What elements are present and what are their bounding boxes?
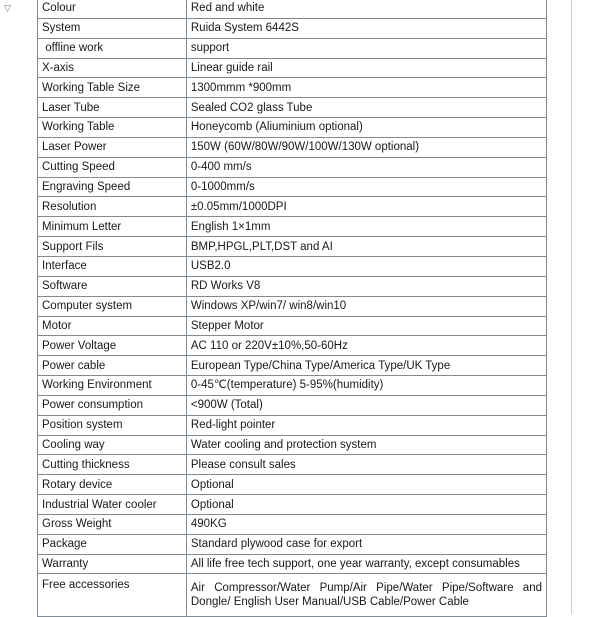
spec-row <box>38 534 547 554</box>
spec-value: Stepper Motor <box>186 316 546 336</box>
spec-label: Motor <box>38 316 187 336</box>
spec-label: Warranty <box>38 554 187 574</box>
spec-value: Optional <box>186 475 546 495</box>
spec-row <box>38 177 547 197</box>
spec-value: English 1×1mm <box>186 217 546 237</box>
spec-value: ±0.05mm/1000DPI <box>186 197 546 217</box>
spec-label: Rotary device <box>38 475 187 495</box>
spec-row <box>38 38 547 58</box>
spec-value: <900W (Total) <box>186 395 546 415</box>
spec-value: BMP,HPGL,PLT,DST and AI <box>186 237 546 257</box>
spec-row <box>38 217 547 237</box>
spec-label: Computer system <box>38 296 187 316</box>
spec-value: 1300mmm *900mm <box>186 78 546 98</box>
spec-value: Honeycomb (Aliuminium optional) <box>186 118 546 138</box>
spec-value: Linear guide rail <box>186 58 546 78</box>
spec-value: Windows XP/win7/ win8/win10 <box>186 296 546 316</box>
spec-label: Engraving Speed <box>38 177 187 197</box>
spec-label: Laser Tube <box>38 98 187 118</box>
spec-value: Sealed CO2 glass Tube <box>186 98 546 118</box>
spec-row <box>38 118 547 138</box>
spec-label: offline work <box>38 38 187 58</box>
spec-label: Package <box>38 534 187 554</box>
spec-row <box>38 18 547 38</box>
spec-row <box>38 78 547 98</box>
spec-row <box>38 455 547 475</box>
spec-label: Industrial Water cooler <box>38 495 187 515</box>
spec-row <box>38 157 547 177</box>
spec-row <box>38 0 547 18</box>
spec-row <box>38 98 547 118</box>
spec-label: Power Voltage <box>38 336 187 356</box>
spec-value: RD Works V8 <box>186 276 546 296</box>
spec-label: Cutting Speed <box>38 157 187 177</box>
spec-label: Working Table Size <box>38 78 187 98</box>
spec-value: Ruida System 6442S <box>186 18 546 38</box>
spec-value: Please consult sales <box>186 455 546 475</box>
spec-row <box>38 256 547 276</box>
spec-value: AC 110 or 220V±10%,50-60Hz <box>186 336 546 356</box>
spec-table-body <box>38 0 547 617</box>
spec-row <box>38 58 547 78</box>
spec-label: Gross Weight <box>38 514 187 534</box>
spec-value: USB2.0 <box>186 256 546 276</box>
spec-value: Standard plywood case for export <box>186 534 546 554</box>
spec-row <box>38 296 547 316</box>
spec-row <box>38 395 547 415</box>
spec-row <box>38 495 547 515</box>
spec-value: 490KG <box>186 514 546 534</box>
spec-label: Cooling way <box>38 435 187 455</box>
spec-label: Support Fils <box>38 237 187 257</box>
page-right-border <box>571 0 572 614</box>
spec-label: Power cable <box>38 356 187 376</box>
spec-value: 0-400 mm/s <box>186 157 546 177</box>
spec-row <box>38 316 547 336</box>
spec-label: Power consumption <box>38 395 187 415</box>
spec-label: Working Table <box>38 118 187 138</box>
spec-value: 150W (60W/80W/90W/100W/130W optional) <box>186 137 546 157</box>
spec-value: Air Compressor/Water Pump/Air Pipe/Water Pipe/Software and Dongle/ English User Manual/USB Cable/Power Cable <box>186 574 546 617</box>
spec-label: Software <box>38 276 187 296</box>
spec-label: Cutting thickness <box>38 455 187 475</box>
spec-label: Colour <box>38 0 187 18</box>
spec-label: Laser Power <box>38 137 187 157</box>
spec-value: support <box>186 38 546 58</box>
spec-row <box>38 276 547 296</box>
spec-label: Minimum Letter <box>38 217 187 237</box>
spec-value: Water cooling and protection system <box>186 435 546 455</box>
spec-value: European Type/China Type/America Type/UK Type <box>186 356 546 376</box>
spec-value: Optional <box>186 495 546 515</box>
spec-row <box>38 435 547 455</box>
spec-value: 0-1000mm/s <box>186 177 546 197</box>
spec-label: Working Environment <box>38 376 187 396</box>
spec-row <box>38 514 547 534</box>
spec-label: Free accessories <box>38 574 187 617</box>
spec-value: Red-light pointer <box>186 415 546 435</box>
spec-row <box>38 376 547 396</box>
spec-value: All life free tech support, one year warranty, except consumables <box>186 554 546 574</box>
spec-label: Position system <box>38 415 187 435</box>
spec-label: Resolution <box>38 197 187 217</box>
spec-row <box>38 356 547 376</box>
spec-value: Red and white <box>186 0 546 18</box>
spec-row <box>38 554 547 574</box>
spec-row <box>38 137 547 157</box>
spec-label: System <box>38 18 187 38</box>
spec-label: Interface <box>38 256 187 276</box>
spec-row <box>38 475 547 495</box>
spec-row <box>38 237 547 257</box>
spec-table <box>37 0 547 617</box>
spec-row <box>38 415 547 435</box>
spec-row <box>38 574 547 617</box>
spec-label: X-axis <box>38 58 187 78</box>
spec-row <box>38 336 547 356</box>
corner-mark: ▽ <box>4 4 11 14</box>
spec-row <box>38 197 547 217</box>
spec-value: 0-45℃(temperature) 5-95%(humidity) <box>186 376 546 396</box>
